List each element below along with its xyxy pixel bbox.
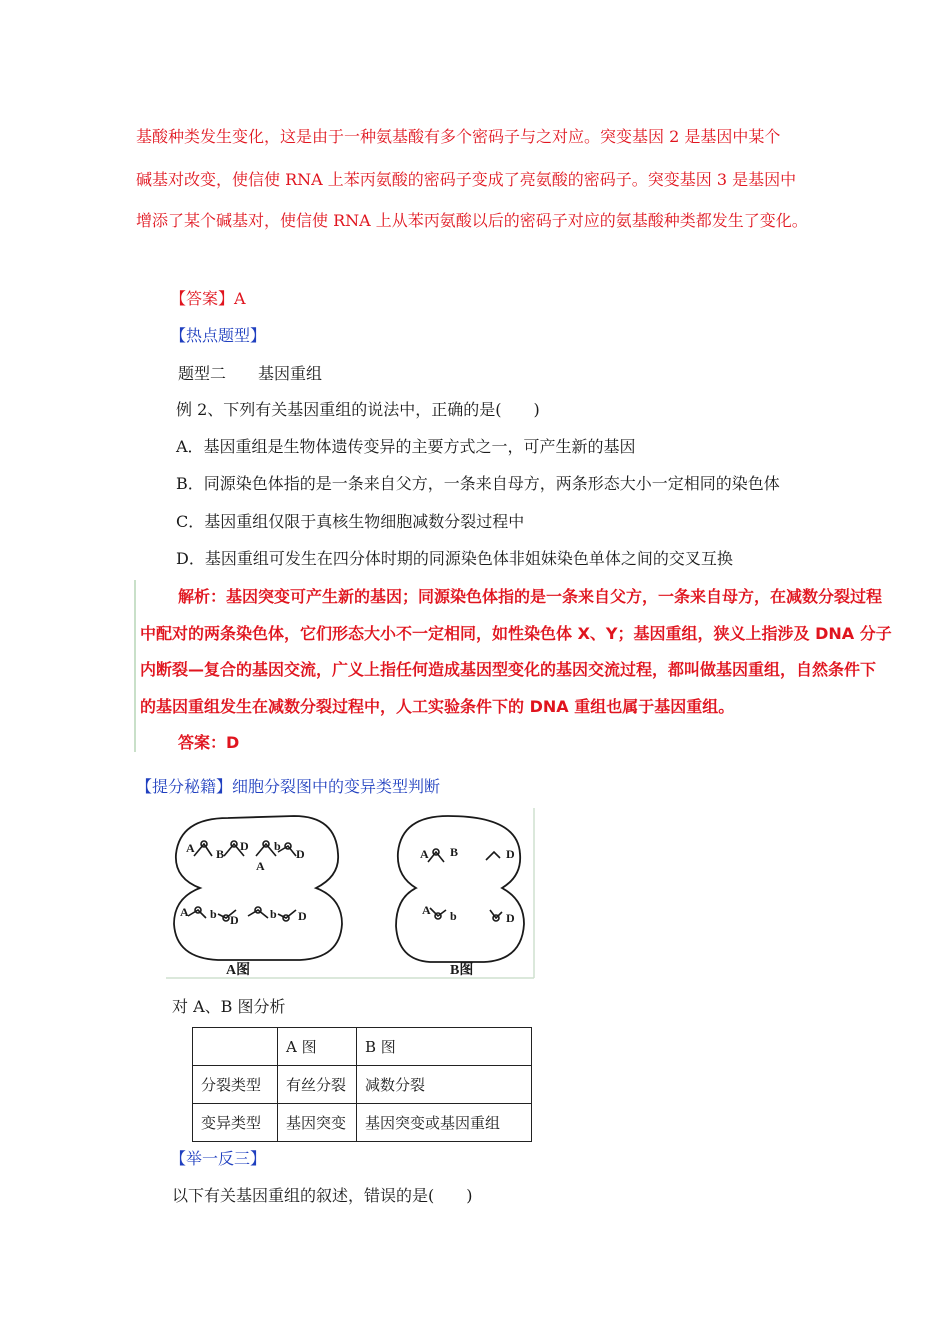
practice-question: 以下有关基因重组的叙述，错误的是( )	[172, 1186, 473, 1205]
fig-label: A	[256, 859, 265, 873]
fig-label: A	[420, 847, 429, 861]
fig-label: B	[216, 847, 225, 861]
fig-label: b	[274, 839, 281, 853]
option-a: A．基因重组是生物体遗传变异的主要方式之一，可产生新的基因	[176, 437, 636, 456]
tip	[136, 774, 440, 797]
cell-division-figure	[166, 806, 538, 982]
table-cell: 分裂类型	[193, 1066, 278, 1104]
solution-line-2: 中配对的两条染色体，它们形态大小不一定相同，如性染色体 X、Y；基因重组，狭义上指涉及 DNA 分子	[140, 624, 892, 643]
fig-label: D	[230, 913, 239, 927]
tip-text: 细胞分裂图中的变异类型判断	[232, 777, 441, 796]
cell-a-outline	[174, 816, 342, 960]
table-cell: 基因突变或基因重组	[357, 1104, 532, 1142]
fig-label: D	[506, 911, 515, 925]
tip-tag: 【提分秘籍】	[136, 777, 233, 796]
table-cell: 变异类型	[193, 1104, 278, 1142]
fig-label: b	[210, 907, 217, 921]
table-cell: 减数分裂	[357, 1066, 532, 1104]
table-cell: B 图	[357, 1028, 532, 1066]
figure-caption-a: A图	[226, 963, 251, 978]
fig-label: A	[180, 905, 189, 919]
fig-label: D	[506, 847, 515, 861]
table-cell: 基因突变	[278, 1104, 357, 1142]
fig-label: b	[450, 909, 457, 923]
intro-line-1: 基酸种类发生变化，这是由于一种氨基酸有多个密码子与之对应。突变基因 2 是基因中某个	[136, 127, 781, 146]
cell-b-outline	[396, 816, 524, 962]
fig-label: D	[298, 909, 307, 923]
solution-line-1: 解析：基因突变可产生新的基因；同源染色体指的是一条来自父方，一条来自母方，在减数分裂过程	[178, 587, 883, 606]
fig-label: B	[450, 845, 459, 859]
type-title: 题型二 基因重组	[178, 364, 323, 383]
option-d: D．基因重组可发生在四分体时期的同源染色体非姐妹染色单体之间的交叉互换	[176, 549, 733, 568]
solution-answer: 答案：D	[178, 733, 240, 752]
solution-bar	[134, 580, 136, 752]
fig-label: D	[296, 847, 305, 861]
table-row	[193, 1066, 532, 1104]
hot-title: 【热点题型】	[170, 326, 267, 345]
table-cell: 有丝分裂	[278, 1066, 357, 1104]
fig-label: b	[270, 907, 277, 921]
fig-label: A	[422, 903, 431, 917]
analysis-table	[192, 1027, 532, 1142]
intro-line-2: 碱基对改变，使信使 RNA 上苯丙氨酸的密码子变成了亮氨酸的密码子。突变基因 3 是基因中	[136, 170, 797, 189]
answer-1: 【答案】A	[170, 289, 246, 308]
fig-label: A	[186, 841, 195, 855]
fig-label: D	[240, 839, 249, 853]
table-row	[193, 1104, 532, 1142]
table-cell	[193, 1028, 278, 1066]
question-stem: 例 2、下列有关基因重组的说法中，正确的是( )	[176, 400, 540, 419]
table-cell: A 图	[278, 1028, 357, 1066]
figure-caption-b: B图	[450, 963, 474, 978]
table-row	[193, 1028, 532, 1066]
practice-title: 【举一反三】	[170, 1149, 267, 1168]
option-c: C．基因重组仅限于真核生物细胞减数分裂过程中	[176, 512, 525, 531]
analysis-label: 对 A、B 图分析	[172, 997, 286, 1016]
solution-line-3: 内断裂—复合的基因交流，广义上指任何造成基因型变化的基因交流过程，都叫做基因重组，自然条件下	[140, 660, 877, 679]
option-b: B．同源染色体指的是一条来自父方，一条来自母方，两条形态大小一定相同的染色体	[176, 474, 780, 493]
solution-line-4: 的基因重组发生在减数分裂过程中，人工实验条件下的 DNA 重组也属于基因重组。	[140, 697, 735, 716]
intro-line-3: 增添了某个碱基对，使信使 RNA 上从苯丙氨酸以后的密码子对应的氨基酸种类都发生了变化。	[136, 211, 808, 230]
